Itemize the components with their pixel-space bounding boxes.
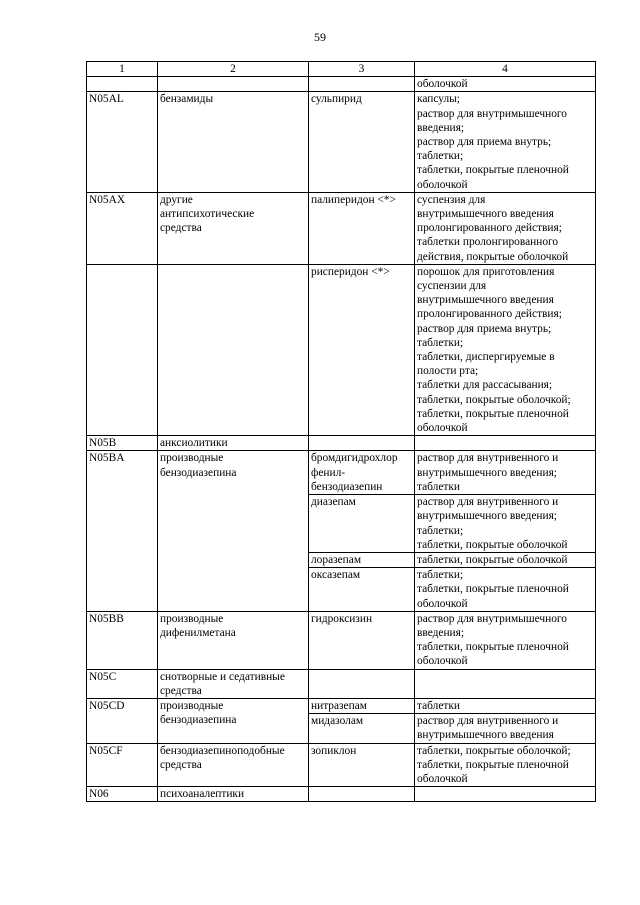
atc-code-cell: N05AL <box>87 92 158 192</box>
dosage-form-line: полости рта; <box>417 365 479 378</box>
drug-name-line: диазепам <box>311 496 356 509</box>
drug-name-line: нитразепам <box>311 699 367 712</box>
dosage-form-cell <box>415 495 596 553</box>
drug-name-line: палиперидон <*> <box>311 193 396 206</box>
group-line: производные <box>160 699 224 712</box>
dosage-form-line: пролонгированного действия; <box>417 308 562 321</box>
dosage-form-cell <box>415 552 596 567</box>
drug-name-cell <box>309 264 415 435</box>
drug-name-cell <box>309 436 415 451</box>
drug-name-line: сульпирид <box>311 93 362 106</box>
drug-name-cell <box>309 568 415 612</box>
dosage-form-line: раствор для внутримышечного <box>417 612 567 625</box>
drug-name-cell <box>309 714 415 743</box>
table-row <box>87 698 596 713</box>
drug-name-line: рисперидон <*> <box>311 265 390 278</box>
drug-name-cell <box>309 743 415 787</box>
group-cell <box>158 92 309 192</box>
dosage-form-line: раствор для внутримышечного <box>417 107 567 120</box>
drug-name-line: фенил- <box>311 466 346 479</box>
group-cell <box>158 264 309 435</box>
group-line: бензамиды <box>160 93 214 106</box>
drug-name-line: бензодиазепин <box>311 480 383 493</box>
atc-code-cell: N05BB <box>87 611 158 669</box>
dosage-form-line: таблетки <box>417 699 461 712</box>
dosage-form-line: раствор для внутривенного и <box>417 496 559 509</box>
drug-table <box>86 61 596 802</box>
dosage-form-cell <box>415 611 596 669</box>
group-line: анксиолитики <box>160 437 228 450</box>
group-line: снотворные и седативные <box>160 670 285 683</box>
atc-code-cell: N05AX <box>87 192 158 264</box>
atc-code-cell <box>87 264 158 435</box>
drug-name-line: лоразепам <box>311 553 362 566</box>
group-line: дифенилметана <box>160 626 236 639</box>
dosage-form-cell <box>415 192 596 264</box>
drug-name-cell <box>309 77 415 92</box>
dosage-form-line: введения; <box>417 121 465 134</box>
drug-name-cell <box>309 669 415 698</box>
header-cell: 2 <box>158 62 309 77</box>
dosage-form-line: таблетки, покрытые оболочкой; <box>417 393 571 406</box>
drug-name-cell <box>309 495 415 553</box>
dosage-form-line: введения; <box>417 626 465 639</box>
table-row <box>87 743 596 787</box>
drug-name-cell <box>309 451 415 495</box>
group-cell <box>158 436 309 451</box>
dosage-form-line: таблетки, покрытые оболочкой; <box>417 744 571 757</box>
dosage-form-line: внутримышечного введения <box>417 294 554 307</box>
drug-name-line: гидроксизин <box>311 612 373 625</box>
atc-code-cell: N05B <box>87 436 158 451</box>
dosage-form-cell <box>415 698 596 713</box>
dosage-form-line: таблетки, покрытые пленочной <box>417 641 569 654</box>
dosage-form-cell <box>415 743 596 787</box>
dosage-form-cell <box>415 787 596 802</box>
group-cell <box>158 787 309 802</box>
table-row <box>87 264 596 435</box>
group-line: средства <box>160 222 202 235</box>
group-line: средства <box>160 684 202 697</box>
table-row <box>87 451 596 495</box>
dosage-form-cell <box>415 77 596 92</box>
drug-name-cell <box>309 552 415 567</box>
drug-name-line: мидазолам <box>311 715 364 728</box>
dosage-form-line: суспензия для <box>417 193 486 206</box>
drug-name-line: бромдигидрохлор <box>311 452 398 465</box>
dosage-form-line: таблетки; <box>417 569 464 582</box>
drug-name-cell <box>309 787 415 802</box>
dosage-form-line: таблетки; <box>417 336 464 349</box>
atc-code-cell <box>87 77 158 92</box>
group-line: бензодиазепина <box>160 466 237 479</box>
dosage-form-line: действия, покрытые оболочкой <box>417 250 569 263</box>
table-row <box>87 192 596 264</box>
header-cell: 3 <box>309 62 415 77</box>
dosage-form-line: оболочкой <box>417 597 468 610</box>
dosage-form-line: оболочкой <box>417 422 468 435</box>
dosage-form-line: внутримышечного введения <box>417 729 554 742</box>
table-header-row <box>87 62 596 77</box>
header-cell: 4 <box>415 62 596 77</box>
drug-name-cell <box>309 92 415 192</box>
dosage-form-line: пролонгированного действия; <box>417 222 562 235</box>
dosage-form-cell <box>415 451 596 495</box>
dosage-form-line: таблетки, покрытые пленочной <box>417 758 569 771</box>
dosage-form-line: оболочкой <box>417 178 468 191</box>
dosage-form-line: внутримышечного введения; <box>417 510 557 523</box>
group-cell <box>158 77 309 92</box>
dosage-form-cell <box>415 436 596 451</box>
group-line: психоаналептики <box>160 788 245 801</box>
group-cell <box>158 743 309 787</box>
table-row <box>87 787 596 802</box>
atc-code-cell: N05C <box>87 669 158 698</box>
dosage-form-line: раствор для приема внутрь; <box>417 322 552 335</box>
group-line: производные <box>160 612 224 625</box>
dosage-form-line: таблетки, покрытые пленочной <box>417 407 569 420</box>
dosage-form-line: таблетки; <box>417 524 464 537</box>
drug-name-cell <box>309 192 415 264</box>
page-number: 59 <box>314 30 326 44</box>
table-row <box>87 611 596 669</box>
dosage-form-line: таблетки, покрытые пленочной <box>417 583 569 596</box>
dosage-form-line: суспензии для <box>417 280 487 293</box>
group-cell <box>158 611 309 669</box>
group-line: средства <box>160 758 202 771</box>
drug-name-cell <box>309 698 415 713</box>
dosage-form-line: таблетки <box>417 480 461 493</box>
dosage-form-line: порошок для приготовления <box>417 265 555 278</box>
dosage-form-line: раствор для приема внутрь; <box>417 136 552 149</box>
table-row <box>87 77 596 92</box>
dosage-form-line: таблетки, покрытые пленочной <box>417 164 569 177</box>
drug-name-line: оксазепам <box>311 569 361 582</box>
group-line: бензодиазепина <box>160 714 237 727</box>
group-cell <box>158 669 309 698</box>
group-line: другие <box>160 193 193 206</box>
dosage-form-line: таблетки пролонгированного <box>417 236 559 249</box>
dosage-form-cell <box>415 264 596 435</box>
table-row <box>87 669 596 698</box>
dosage-form-line: оболочкой <box>417 772 468 785</box>
drug-name-line: зопиклон <box>311 744 357 757</box>
table-row <box>87 92 596 192</box>
table-row <box>87 436 596 451</box>
dosage-form-line: оболочкой <box>417 655 468 668</box>
group-cell <box>158 192 309 264</box>
atc-code-cell: N06 <box>87 787 158 802</box>
dosage-form-cell <box>415 92 596 192</box>
group-line: антипсихотические <box>160 208 255 221</box>
group-line: бензодиазепиноподобные <box>160 744 285 757</box>
dosage-form-cell <box>415 568 596 612</box>
dosage-form-line: внутримышечного введения; <box>417 466 557 479</box>
drug-name-cell <box>309 611 415 669</box>
group-cell <box>158 698 309 743</box>
dosage-form-line: оболочкой <box>417 78 468 91</box>
group-cell <box>158 451 309 611</box>
dosage-form-line: таблетки для рассасывания; <box>417 379 553 392</box>
atc-code-cell: N05BA <box>87 451 158 611</box>
header-cell: 1 <box>87 62 158 77</box>
dosage-form-cell <box>415 714 596 743</box>
dosage-form-line: раствор для внутривенного и <box>417 715 559 728</box>
dosage-form-line: капсулы; <box>417 93 460 106</box>
dosage-form-line: таблетки, покрытые оболочкой <box>417 538 568 551</box>
dosage-form-line: таблетки, диспергируемые в <box>417 351 555 364</box>
dosage-form-line: внутримышечного введения <box>417 208 554 221</box>
atc-code-cell: N05CD <box>87 698 158 743</box>
atc-code-cell: N05CF <box>87 743 158 787</box>
dosage-form-line: таблетки, покрытые оболочкой <box>417 553 568 566</box>
group-line: производные <box>160 452 224 465</box>
dosage-form-line: раствор для внутривенного и <box>417 452 559 465</box>
dosage-form-line: таблетки; <box>417 150 464 163</box>
dosage-form-cell <box>415 669 596 698</box>
